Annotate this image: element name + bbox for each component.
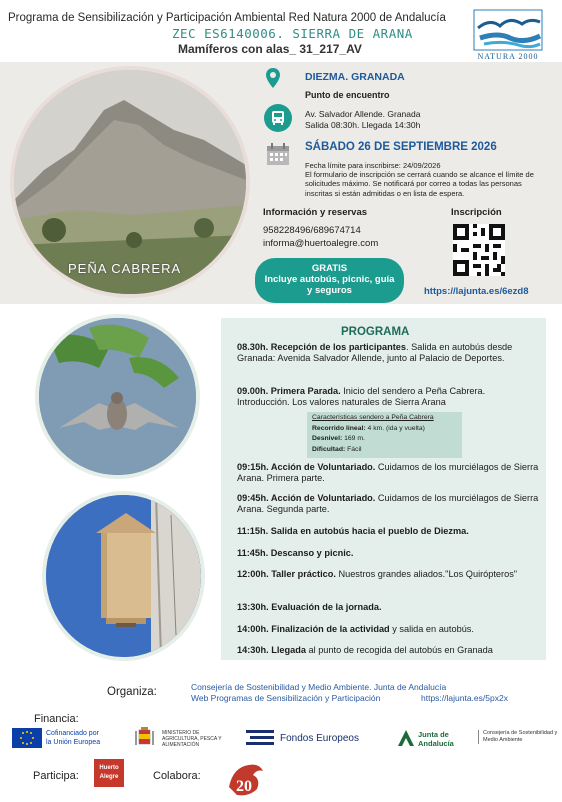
trail-difficulty [312, 445, 462, 456]
organizer-link[interactable]: https://lajunta.es/5px2x [421, 693, 508, 703]
program-item [237, 493, 540, 516]
bat-photo [35, 314, 200, 479]
item-text: Nuestros grandes aliados."Los Quirópteros" [335, 569, 518, 579]
program-item [237, 569, 540, 580]
trail-distance-label: Recorrido lineal: [312, 424, 366, 432]
free-badge [255, 258, 404, 303]
program-item [237, 624, 540, 635]
free-includes-2: y seguros [307, 285, 352, 296]
item-text: Inicio del sendero a Peña Cabrera. Introducción. Los valores naturales de Sierra Arana [237, 386, 486, 408]
item-time: 12:00h. Taller práctico. [237, 569, 336, 579]
natura-2000-logo [470, 8, 546, 64]
eu-text: Cofinanciado por la Unión Europea [46, 730, 101, 746]
svg-text:20: 20 [236, 778, 252, 795]
eu-flag-icon [12, 728, 42, 748]
item-time: 08.30h. Recepción de los participantes [237, 342, 407, 352]
contact-email[interactable]: informa@huertoalegre.com [263, 238, 379, 249]
trail-slope [312, 434, 462, 445]
participa-label: Participa: [33, 770, 79, 782]
header [0, 0, 562, 62]
program-item [237, 462, 540, 485]
deadline-text: Fecha límite para inscribirse: 24/09/2026 [305, 161, 441, 170]
ministry-crest-icon [132, 726, 157, 750]
junta-department-text: Consejería de Sostenibilidad y Medio Ambiente [478, 730, 558, 744]
program-item [237, 548, 540, 559]
event-date: SÁBADO 26 DE SEPTIEMBRE 2026 [305, 141, 497, 153]
activity-code: Mamíferos con alas_ 31_217_AV [178, 42, 362, 56]
bus-icon [264, 104, 292, 137]
trail-title: Características sendero a Peña Cabrera [312, 414, 434, 421]
calendar-icon [266, 142, 290, 171]
item-time: 14:30h. Llegada [237, 645, 306, 655]
trail-difficulty-label: Dificultad: [312, 445, 346, 453]
registration-link[interactable]: https://lajunta.es/6ezd8 [424, 286, 529, 297]
fondos-europeos-icon [246, 728, 274, 748]
program-item [237, 386, 540, 409]
trail-info-box [307, 412, 462, 458]
schedule-times: Salida 08:30h. Llegada 14:30h [305, 120, 421, 130]
trail-distance-value: 4 km. (ida y vuelta) [365, 424, 425, 432]
contact-heading: Información y reservas [263, 207, 368, 218]
program-item [237, 645, 540, 656]
meeting-point-label: Punto de encuentro [305, 90, 390, 100]
junta-andalucia-text: Junta de Andalucía [418, 730, 454, 748]
photo-caption: PEÑA CABRERA [68, 261, 182, 276]
item-text: y salida en autobús. [389, 624, 474, 634]
item-text: al punto de recogida del autobús en Granada [305, 645, 493, 655]
free-title: GRATIS [311, 263, 348, 274]
program-item [237, 526, 540, 537]
trail-slope-value: 169 m. [342, 435, 365, 442]
location-pin-icon [266, 68, 280, 93]
contact-phone[interactable]: 958228496/689674714 [263, 225, 361, 236]
fondos-europeos-text: Fondos Europeos [280, 733, 359, 744]
zec-title: ZEC ES6140006. SIERRA DE ARANA [172, 26, 413, 41]
program-item [237, 602, 540, 613]
item-text: Cuidamos de los murciélagos de Sierra Arana. Primera parte. [237, 462, 539, 484]
item-time: 11:45h. Descanso y picnic. [237, 548, 354, 558]
junta-andalucia-icon [396, 728, 416, 753]
organizer-web: Web Programas de Sensibilización y Participación [191, 693, 381, 703]
free-includes: Incluye autobús, picnic, guía [264, 274, 395, 285]
item-time: 09:15h. Acción de Voluntariado. [237, 462, 376, 472]
financia-label: Financia: [34, 713, 79, 725]
trail-distance [312, 424, 462, 435]
address-block [305, 109, 475, 131]
item-time: 09.00h. Primera Parada. [237, 386, 341, 396]
baxar-20-logo [219, 757, 269, 802]
huerto-alegre-logo: Huerto Alegre [94, 759, 124, 787]
colabora-label: Colabora: [153, 770, 201, 782]
natura-logo-text: NATURA 2000 [477, 52, 539, 61]
qr-code[interactable] [453, 224, 505, 276]
item-time: 09:45h. Acción de Voluntariado. [237, 493, 376, 503]
location-title: DIEZMA. GRANADA [305, 71, 405, 83]
item-time: 13:30h. Evaluación de la jornada. [237, 602, 382, 612]
item-time: 11:15h. Salida en autobús hacia el pueblo de Diezma. [237, 526, 469, 536]
ministry-text: MINISTERIO DE AGRICULTURA, PESCA Y ALIMENTACIÓN [162, 730, 222, 748]
program-item [237, 342, 540, 365]
registration-notes [305, 161, 549, 198]
organizer-name: Consejería de Sostenibilidad y Medio Ambiente. Junta de Andalucía [191, 682, 447, 692]
registration-heading: Inscripción [451, 207, 502, 218]
item-time: 14:00h. Finalización de la actividad [237, 624, 390, 634]
program-title: Programa de Sensibilización y Participación Ambiental Red Natura 2000 de Andalucía [8, 12, 446, 24]
item-text: . Salida en autobús desde Granada: Avenida Salvador Allende, junto al Palacio de Deportes. [237, 342, 513, 364]
trail-slope-label: Desnivel: [312, 435, 343, 442]
form-note: El formulario de inscripción se cerrará cuando se alcance el límite de solicitudes máximo. Se notificará por correo a todas las personas inscritas si están admitidas o en lista de espera. [305, 170, 534, 198]
trail-difficulty-value: Fácil [345, 445, 362, 453]
item-text: Cuidamos de los murciélagos de Sierra Arana. Segunda parte. [237, 493, 539, 515]
address: Av. Salvador Allende. Granada [305, 109, 421, 119]
bat-box-photo [42, 491, 205, 661]
organiza-label: Organiza: [107, 686, 157, 698]
program-title: PROGRAMA [341, 326, 410, 338]
